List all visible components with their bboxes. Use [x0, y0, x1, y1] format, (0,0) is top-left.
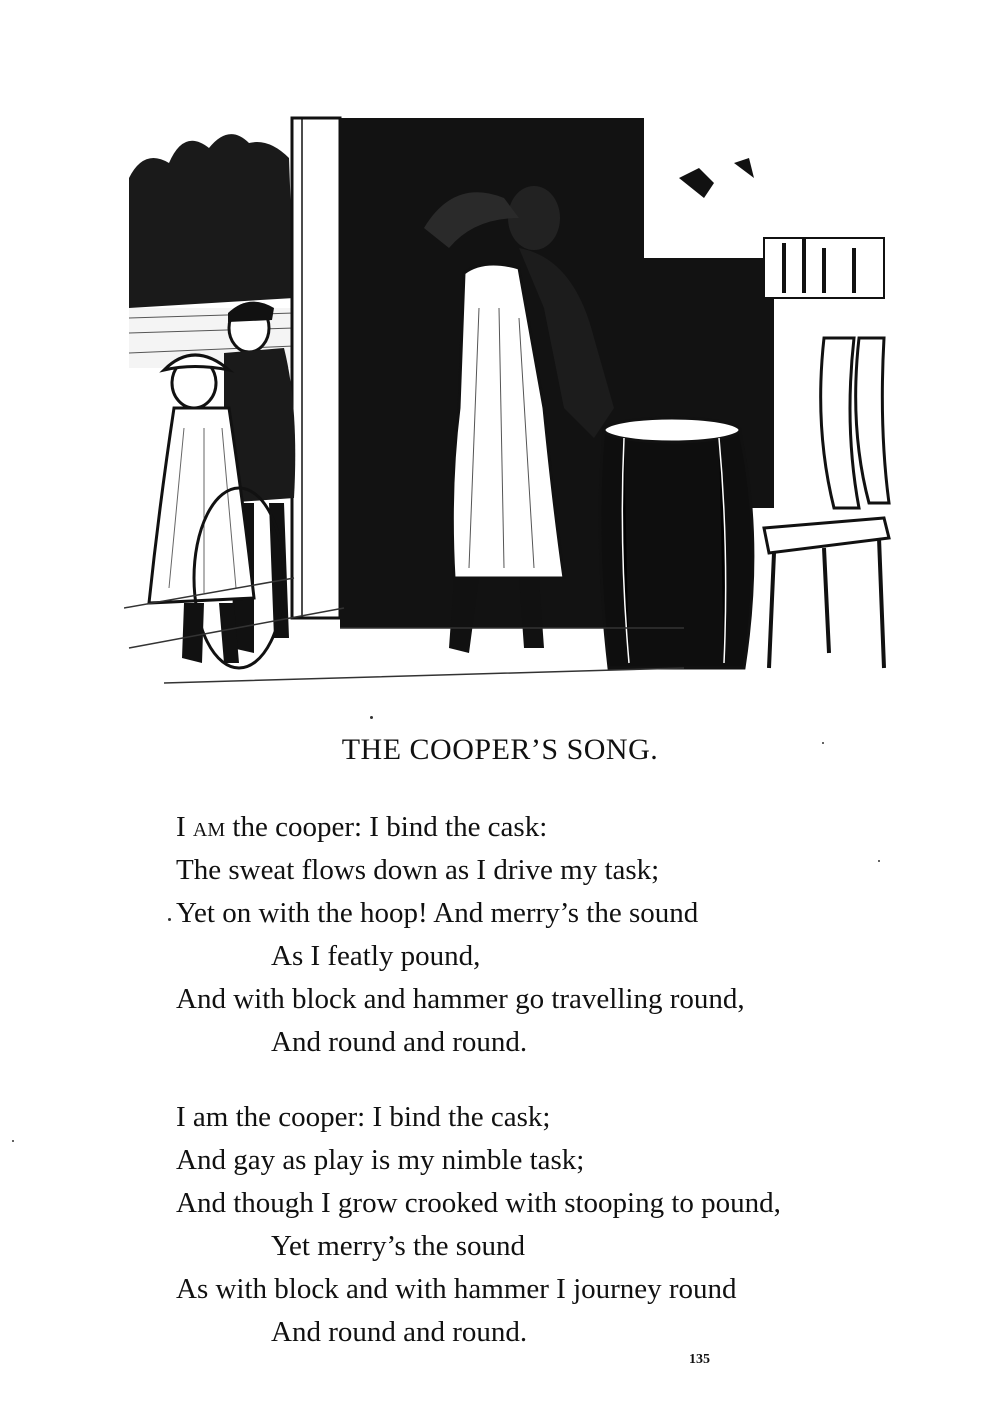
paper-speck — [12, 1140, 14, 1142]
poem-line: And with block and hammer go travelling round, — [176, 983, 745, 1015]
page-number: 135 — [689, 1352, 710, 1367]
poem-line-indented: As I featly pound, — [271, 940, 481, 972]
paper-speck — [822, 742, 824, 744]
poem-line: And though I grow crooked with stooping to pound, — [176, 1187, 781, 1219]
trees-silhouette — [129, 134, 294, 308]
stanza-gap — [176, 1064, 956, 1096]
poem-title: THE COOPER’S SONG. — [341, 733, 659, 766]
poem-line: And gay as play is my nimble task; — [176, 1144, 585, 1176]
poem-line-indented: And round and round. — [271, 1316, 528, 1348]
paper-speck — [878, 860, 880, 862]
poem-line-indented: And round and round. — [271, 1026, 528, 1058]
poem-line-indented: Yet merry’s the sound — [271, 1230, 526, 1262]
poem-line: The sweat flows down as I drive my task; — [176, 854, 660, 886]
stanza-1 — [176, 806, 956, 1064]
poem-line: Yet on with the hoop! And merry’s the sound — [176, 897, 699, 929]
stanza-2 — [176, 1096, 956, 1354]
poem-body — [176, 806, 956, 1354]
barrel-staves — [821, 338, 889, 508]
door-frame-post — [292, 118, 340, 618]
stool — [764, 518, 889, 553]
line-rest: the cooper: I bind the cask: — [225, 811, 548, 843]
boy-cap — [228, 302, 274, 322]
paper-speck — [168, 918, 171, 921]
poem-line: I am the cooper: I bind the cask; — [176, 1101, 551, 1133]
line-first-word: I — [176, 811, 186, 843]
poem-line: As with block and with hammer I journey round — [176, 1273, 737, 1305]
line-small-caps-word: am — [192, 811, 226, 843]
poem-line — [176, 806, 956, 849]
paper-speck — [370, 716, 373, 719]
cooper-workshop-engraving — [124, 108, 894, 698]
